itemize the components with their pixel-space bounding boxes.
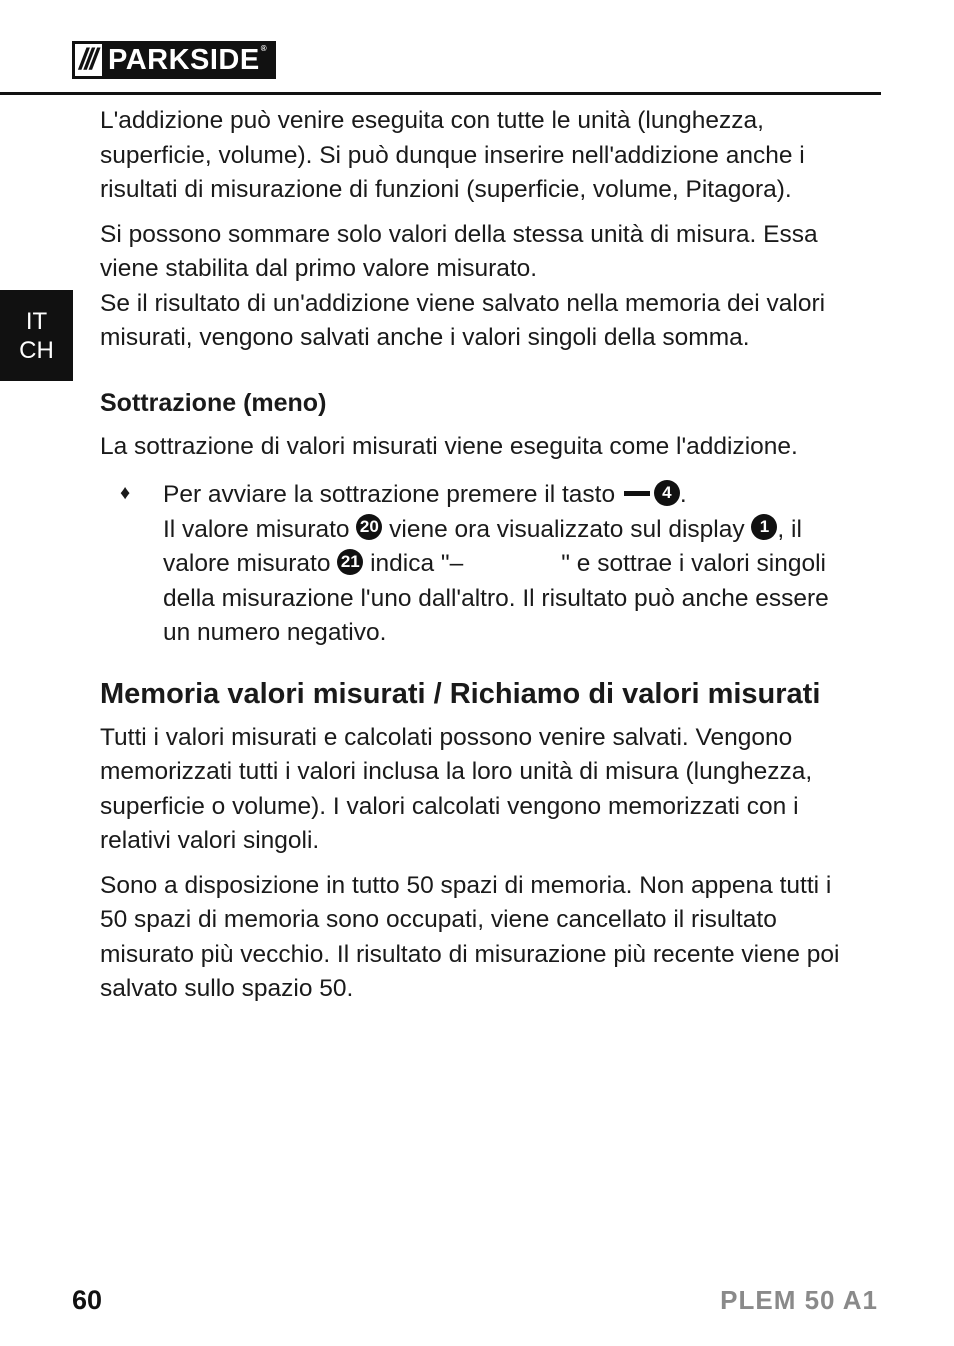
bullet-text-3: Il valore misurato — [163, 515, 350, 543]
bullet-text-1: Per avviare la sottrazione premere il tasto — [163, 481, 616, 508]
bullet-subtraction-steps — [100, 478, 860, 651]
model-name: PLEM 50 A1 — [720, 1285, 878, 1315]
bullet-text-4: viene ora visualizzato sul display — [389, 515, 745, 543]
paragraph-memory-slots: Sono a disposizione in tutto 50 spazi di memoria. Non appena tutti i 50 spazi di memoria sono occupati, viene cancellato il risultato misurato più vecchio. Il risultato di misurazione più recente viene poi salvato sullo spazio 50. — [100, 871, 840, 1002]
language-tab-ch: CH — [19, 337, 54, 364]
number-badge-20: 20 — [356, 514, 382, 540]
number-badge-21: 21 — [337, 549, 363, 575]
paragraph-addition-units: L'addizione può venire eseguita con tutte le unità (lunghezza, superficie, volume). Si può dunque inserire nell'addizione anche i risultati di misurazione di funzioni (superficie, volume, Pitagora). — [100, 107, 805, 203]
number-badge-4: 4 — [654, 480, 680, 506]
bullet-text-7: " e sottrae i valori singoli della misurazione l'uno dall'altro. Il risultato può anche essere un numero negativo. — [163, 550, 829, 646]
diamond-bullet-icon: ♦ — [120, 482, 131, 504]
language-tab-it: IT — [25, 308, 48, 335]
paragraph-memory-save: Se il risultato di un'addizione viene salvato nella memoria dei valori misurati, vengono salvati anche i valori singoli della somma. — [100, 289, 826, 351]
logo-registered-mark: ® — [260, 44, 268, 53]
logo-slashes: /// — [75, 44, 102, 76]
main-content — [100, 104, 860, 1017]
number-badge-1: 1 — [751, 514, 777, 540]
page-number: 60 — [72, 1285, 103, 1315]
minus-key-icon — [624, 491, 650, 496]
paragraph-same-unit: Si possono sommare solo valori della stessa unità di misura. Essa viene stabilita dal primo valore misurato. — [100, 220, 818, 282]
bullet-text-2: . — [679, 481, 687, 508]
paragraph-memory-values: Tutti i valori misurati e calcolati possono venire salvati. Vengono memorizzati tutti i valori inclusa la loro unità di misura (lunghezza, superficie o volume). I valori calcolati vengono memorizzati con i relativi valori singoli. — [100, 723, 813, 854]
parkside-logo — [72, 41, 276, 79]
paragraph-subtraction-intro: La sottrazione di valori misurati viene eseguita come l'addizione. — [100, 432, 798, 460]
heading-subtraction: Sottrazione (meno) — [100, 388, 327, 417]
bullet-text-5: , il valore misurato — [163, 515, 802, 577]
language-tab — [0, 290, 73, 381]
logo-brand-text: PARKSIDE — [108, 44, 260, 76]
logo-brand — [102, 44, 273, 76]
bullet-text-6: indica "– — [370, 550, 464, 577]
header-rule — [0, 92, 881, 95]
heading-memory: Memoria valori misurati / Richiamo di valori misurati — [100, 677, 821, 710]
